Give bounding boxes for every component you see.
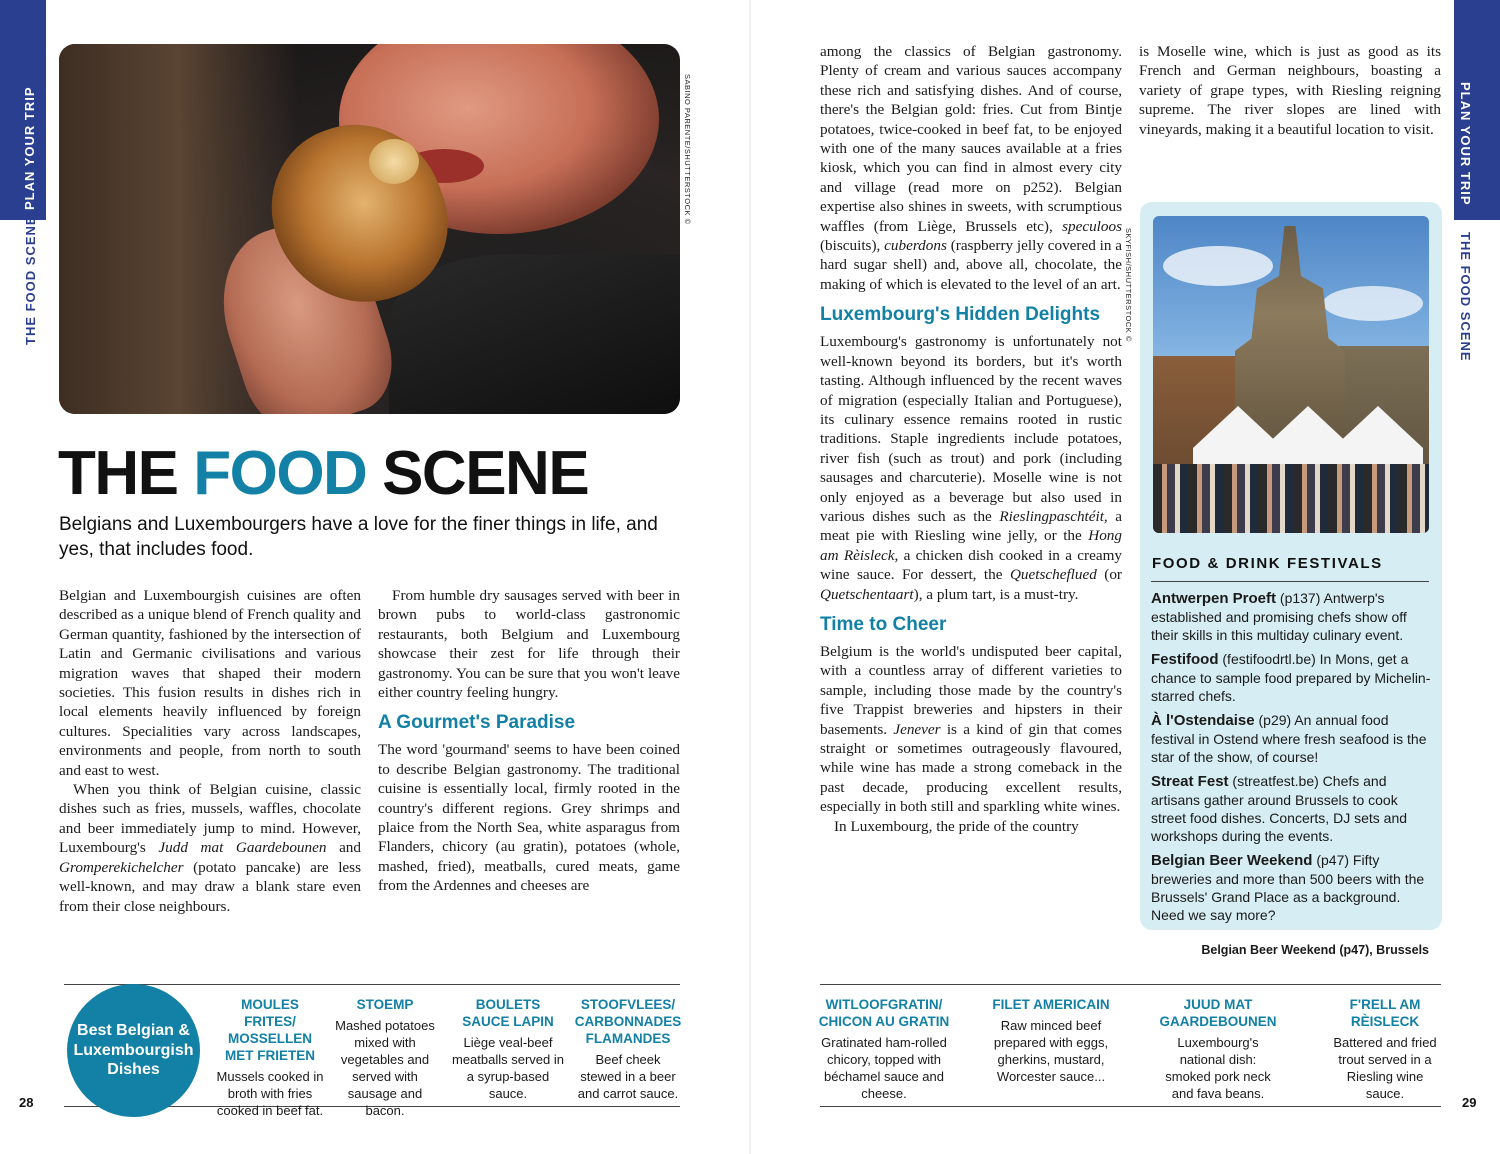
paragraph: From humble dry sausages served with beer in brown pubs to world-class gastronomic restaurants, both Belgium and Luxembourg showcase their zest for life through their gastronomy. You can be sure that you won't leave either country feeling hungry. (378, 587, 680, 702)
hero-photo-credit: SABINO PARENTE/SHUTTERSTOCK © (683, 74, 692, 225)
plan-your-trip-label-right: PLAN YOUR TRIP (1458, 82, 1473, 206)
dish-item: FILET AMERICAIN Raw minced beef prepared with eggs, gherkins, mustard, Worcester sauce... (992, 997, 1110, 1084)
dish-item: MOULES FRITES/ MOSSELLEN MET FRIETEN Mussels cooked in broth with fries cooked in beef fat. (216, 997, 324, 1118)
body-column-2 (378, 586, 680, 896)
dish-item: BOULETS SAUCE LAPIN Liège veal-beef meatballs served in a syrup-based sauce. (452, 997, 564, 1101)
page-number-right: 29 (1462, 1095, 1477, 1110)
list-item: Streat Fest (streatfest.be) Chefs and artisans gather around Brussels to cook street food dishes. Concerts, DJ sets and workshops during the events. (1151, 773, 1408, 844)
paragraph: In Luxembourg, the pride of the country (834, 817, 1079, 835)
festival-list (1151, 589, 1431, 930)
page-number-left: 28 (19, 1095, 34, 1110)
dish-item: JUUD MAT GAARDEBOUNEN Luxembourg's national dish: smoked pork neck and fava beans. (1159, 997, 1277, 1101)
dish-strip-rule (64, 984, 680, 985)
hero-photo-gromperekichelcher (59, 44, 680, 414)
page-gutter (749, 0, 751, 1154)
dish-strip-rule (820, 1106, 1441, 1107)
paragraph: Belgium is the world's undisputed beer capital, with a countless array of different varieties to sample, including those made by the country's five Trappist breweries and hipsters in their basements. Jenever is a kind of gin that comes straight or sometimes outrageously flavoured, while wine has made a strong comeback in the past decade, producing excellent results, especially in both still and sparkling white wines. (820, 642, 1122, 816)
paragraph: is Moselle wine, which is just as good as its French and German neighbours, boasting a variety of grape types, with Riesling reigning supreme. The river slopes are lined with vineyards, making it a beautiful location to visit. (1139, 43, 1441, 138)
subheading-time-to-cheer: Time to Cheer (820, 613, 947, 635)
belgian-beer-weekend-photo (1153, 216, 1429, 533)
list-item: Belgian Beer Weekend (p47) Fifty breweries and more than 500 beers with the Brussels' Grand Place as a background. Need we say more? (1151, 852, 1425, 923)
section-label-right: THE FOOD SCENE (1458, 232, 1473, 362)
list-item: À l'Ostendaise (p29) An annual food festival in Ostend where fresh seafood is the star of the show, of course! (1151, 712, 1427, 765)
subheading-luxembourg-hidden-delights: Luxembourg's Hidden Delights (820, 304, 1101, 326)
dish-item: STOEMP Mashed potatoes mixed with vegetables and served with sausage and bacon. (335, 997, 435, 1118)
festival-box-heading: FOOD & DRINK FESTIVALS (1152, 555, 1383, 572)
paragraph: among the classics of Belgian gastronomy. Plenty of cream and various sauces accompany these rich and satisfying dishes. And of course, there's the Belgian gold: fries. Cut from Bintje potatoes, twice-cooked in beef fat, to be enjoyed with one of the many sauces available at a fries kiosk, which you can find in almost every city and village (read more on p252). Belgian expertise also shines in sweets, with scrumptious waffles (from Liège, Brussels etc), speculoos (biscuits), cuberdons (raspberry jelly covered in a hard sugar shell) and, above all, chocolate, the making of which is elevated to the level of an art. (820, 43, 1123, 293)
plan-your-trip-label-left: PLAN YOUR TRIP (22, 86, 37, 210)
list-item: Festifood (festifoodrtl.be) In Mons, get a chance to sample food prepared by Michelin-starred chefs. (1151, 651, 1431, 704)
best-dishes-badge: Best Belgian & Luxembourgish Dishes (67, 984, 200, 1117)
paragraph: Luxembourg's gastronomy is unfortunately not well-known beyond its borders, but it's worth tasting. Although influenced by the recent waves of migration (especially Italian and Portuguese), its culinary essence remains rooted in rustic traditions. Staple ingredients include potatoes, river fish (such as trout) and pork (including sausages and charcuterie). Moselle wine is not only enjoyed as a beverage but also used in various dishes such as the Rieslingpaschtéit, a meat pie with Riesling wine jelly, or the Hong am Rèisleck, a chicken dish cooked in a creamy wine sauce. For dessert, the Quetscheflued (or Quetschentaart), a plum tart, is a must-try. (820, 333, 1122, 603)
list-item: Antwerpen Proeft (p137) Antwerp's established and promising chefs show off their skills in this multiday culinary event. (1151, 590, 1407, 643)
body-column-3 (820, 42, 1122, 836)
dish-item: WITLOOFGRATIN/ CHICON AU GRATIN Gratinated ham-rolled chicory, topped with béchamel sauce and cheese. (818, 997, 950, 1101)
dish-strip-rule (820, 984, 1441, 985)
paragraph: Belgian and Luxembourgish cuisines are often described as a unique blend of French quality and German quantity, fashioned by the intersection of Latin and Germanic civilisations and various migration waves that shaped their modern societies. This fusion results in dishes rich in local elements heavily influenced by foreign cultures. Specialities vary across landscapes, environments and people, from north to south and east to west. (59, 587, 361, 779)
dish-item: STOOFVLEES/ CARBONNADES FLAMANDES Beef cheek stewed in a beer and carrot sauce. (574, 997, 682, 1101)
festival-photo-credit: SKYFISH/SHUTTERSTOCK © (1124, 228, 1133, 342)
title-word-food: FOOD (193, 439, 367, 508)
dish-item: F'RELL AM RÈISLECK Battered and fried trout served in a Riesling wine sauce. (1333, 997, 1437, 1101)
body-column-4 (1139, 42, 1441, 139)
subheading-gourmet-paradise: A Gourmet's Paradise (378, 712, 576, 734)
festival-photo-caption: Belgian Beer Weekend (p47), Brussels (1201, 943, 1429, 957)
festival-box-divider (1151, 581, 1429, 582)
standfirst: Belgians and Luxembourgers have a love for the finer things in life, and yes, that includes food. (59, 514, 658, 560)
section-label-left: THE FOOD SCENE (23, 215, 38, 345)
paragraph: When you think of Belgian cuisine, classic dishes such as fries, mussels, waffles, chocolate and beer immediately jump to mind. However, Luxembourg's Judd mat Gaardebounen and Gromperekichelcher (potato pancake) are less well-known, and may draw a blank stare even from their close neighbours. (59, 781, 361, 915)
paragraph: The word 'gourmand' seems to have been coined to describe Belgian gastronomy. The traditional cuisine is essentially local, firmly rooted in the country's different regions. Grey shrimps and plaice from the North Sea, white asparagus from Flanders, chicory (au gratin), potatoes (whole, mashed, fried), meatballs, cured meats, game from the Ardennes and cheeses are (378, 741, 680, 895)
title-word-the: THE (58, 439, 178, 508)
body-column-1 (59, 586, 361, 916)
title-word-scene: SCENE (382, 439, 589, 508)
page-title (58, 438, 588, 509)
